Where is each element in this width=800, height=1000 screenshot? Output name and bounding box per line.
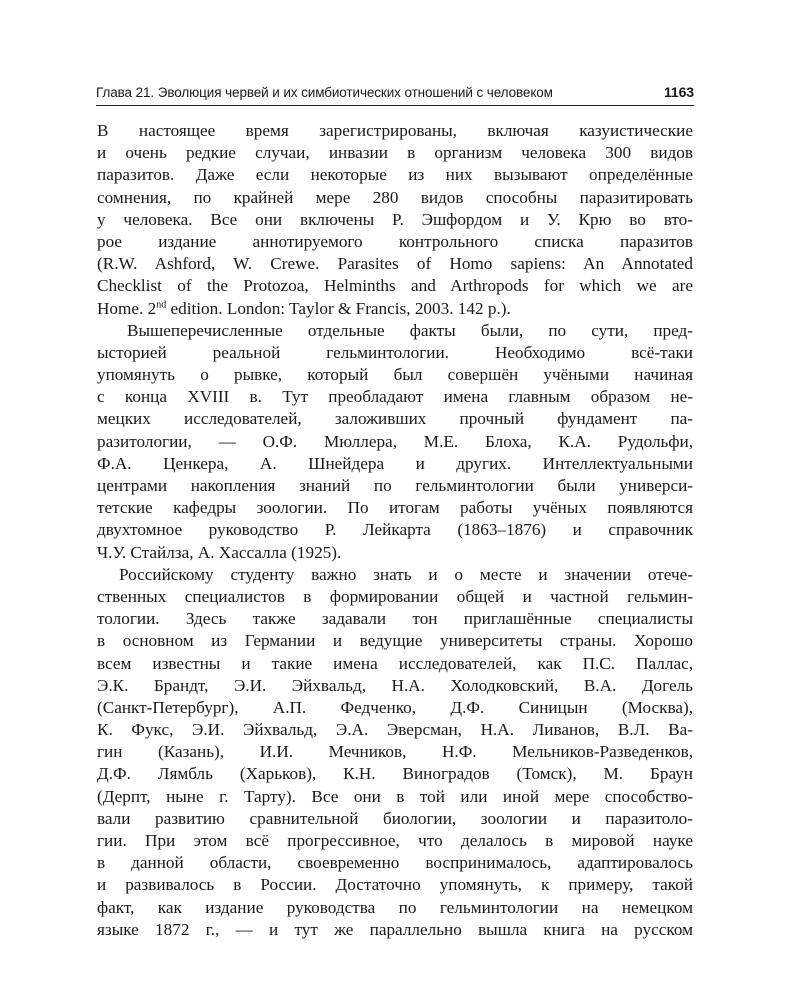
text-line: гин (Казань), И.И. Мечников, Н.Ф. Мельников-Разведенков, — [97, 742, 693, 762]
body-text — [97, 120, 693, 941]
page-number: 1163 — [664, 84, 694, 100]
text-line: Д.Ф. Лямбль (Харьков), К.Н. Виноградов (Томск), М. Браун — [97, 764, 693, 784]
text-line: (Дерпт, ныне г. Тарту). Все они в той или иной мере способство- — [97, 786, 693, 806]
text-line: в основном из Германии и ведущие университеты страны. Хорошо — [97, 631, 693, 651]
running-header — [96, 83, 694, 106]
text-line: Российскому студенту важно знать и о месте и значении отече- — [119, 564, 693, 584]
text-line: разитологии, — О.Ф. Мюллера, М.Е. Блоха, К.А. Рудольфи, — [97, 431, 693, 451]
text-line: с конца XVIII в. Тут преобладают имена главным образом не- — [97, 387, 693, 407]
text-line: Ф.А. Ценкера, А. Шнейдера и других. Интеллектуальными — [97, 453, 693, 473]
text-line: тетские кафедры зоологии. По итогам работы учёных появляются — [97, 498, 693, 518]
text-line: (Санкт-Петербург), А.П. Федченко, Д.Ф. Синицын (Москва), — [97, 697, 693, 717]
text-line: сомнения, по крайней мере 280 видов способны паразитировать — [97, 187, 693, 207]
text-line-start: Home. 2 — [97, 298, 157, 318]
text-line: вали развитию сравнительной биологии, зоологии и паразитоло- — [97, 808, 693, 828]
text-line: (R.W. Ashford, W. Crewe. Parasites of Homo sapiens: An Annotated — [97, 254, 693, 274]
text-line: в данной области, своевременно воспринималось, адаптировалось — [97, 853, 693, 873]
text-line: всем известны и такие имена исследователей, как П.С. Паллас, — [97, 653, 693, 673]
text-line-end: edition. London: Taylor & Francis, 2003. 142 p.). — [166, 298, 511, 318]
paragraph-1 — [97, 120, 693, 320]
text-line: рое издание аннотируемого контрольного списка паразитов — [97, 231, 693, 251]
text-line: К. Фукс, Э.И. Эйхвальд, Э.А. Эверсман, Н.А. Ливанов, В.Л. Ва- — [97, 720, 693, 740]
text-line: Ч.У. Стайлза, А. Хассалла (1925). — [97, 542, 342, 562]
text-line: мецких исследователей, заложивших прочный фундамент па- — [97, 409, 693, 429]
text-line: В настоящее время зарегистрированы, включая казуистические — [97, 121, 693, 140]
text-line: факт, как издание руководства по гельминтологии на немецком — [97, 897, 693, 917]
text-line: тологии. Здесь также задавали тон приглашённые специалисты — [97, 609, 693, 629]
text-line: центрами накопления знаний по гельминтологии были универси- — [97, 476, 693, 495]
text-line: языке 1872 г., — и тут же параллельно вышла книга на русском — [97, 919, 693, 939]
chapter-title: Глава 21. Эволюция червей и их симбиотических отношений с человеком — [96, 85, 553, 100]
text-line: гии. При этом всё прогрессивное, что делалось в мировой науке — [97, 831, 693, 850]
paragraph-3 — [97, 564, 693, 941]
text-line: паразитов. Даже если некоторые из них вызывают определённые — [97, 165, 693, 185]
text-line: упомянуть о рывке, который был совершён учёными начиная — [97, 365, 693, 385]
paragraph-2 — [97, 320, 693, 564]
superscript: nd — [156, 298, 167, 310]
text-line: и очень редкие случаи, инвазии в организм человека 300 видов — [97, 143, 693, 163]
text-line: Checklist of the Protozoa, Helminths and Arthropods for which we are — [97, 276, 693, 296]
text-line: ственных специалистов в формировании общей и частной гельмин- — [97, 586, 693, 606]
text-line: ысторией реальной гельминтологии. Необходимо всё-таки — [97, 342, 693, 362]
text-line: у человека. Все они включены Р. Эшфордом и У. Крю во вто- — [97, 209, 693, 229]
text-line: и развивалось в России. Достаточно упомянуть, к примеру, такой — [97, 875, 693, 895]
text-line: Э.К. Брандт, Э.И. Эйхвальд, Н.А. Холодковский, В.А. Догель — [97, 675, 693, 695]
text-line: Вышеперечисленные отдельные факты были, по сути, пред- — [127, 320, 693, 340]
text-line — [97, 298, 693, 320]
text-line: двухтомное руководство Р. Лейкарта (1863–1876) и справочник — [97, 520, 693, 540]
